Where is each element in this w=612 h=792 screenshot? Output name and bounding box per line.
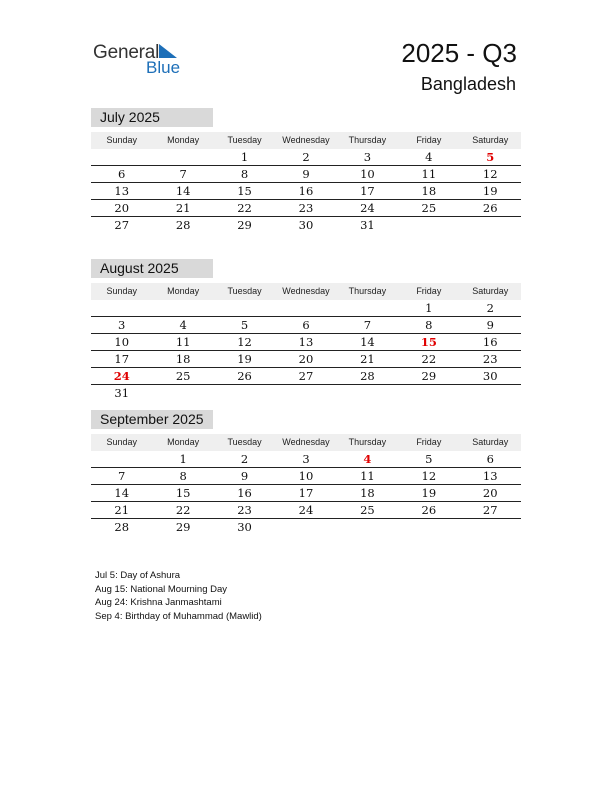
- empty-day-cell: [398, 217, 459, 234]
- weekday-label: Sunday: [106, 135, 137, 145]
- empty-day-cell: [460, 385, 521, 402]
- day-cell: 11: [421, 167, 437, 181]
- holiday-day-cell: 5: [486, 150, 495, 164]
- day-cell: 23: [482, 352, 498, 366]
- day-cell: 26: [237, 369, 252, 383]
- week-row: [91, 502, 521, 519]
- day-cell: 4: [179, 318, 187, 332]
- day-cell: 6: [486, 452, 494, 466]
- country-name: Bangladesh: [420, 74, 516, 94]
- day-cell: 18: [360, 486, 375, 500]
- weekday-label: Tuesday: [227, 135, 262, 145]
- day-cell: 9: [302, 167, 310, 181]
- week-row: [91, 485, 521, 502]
- day-cell: 9: [486, 318, 494, 332]
- day-cell: 1: [179, 452, 187, 466]
- empty-day-cell: [275, 519, 336, 536]
- day-cell: 30: [482, 369, 498, 383]
- day-cell: 30: [298, 218, 314, 232]
- logo-blue-text: Blue: [146, 58, 181, 77]
- day-cell: 19: [421, 486, 437, 500]
- week-row: [91, 300, 521, 317]
- day-cell: 17: [114, 352, 130, 366]
- day-cell: 20: [298, 352, 314, 366]
- day-cell: 2: [486, 301, 494, 315]
- day-cell: 5: [425, 452, 433, 466]
- week-row: [91, 519, 521, 536]
- day-cell: 16: [482, 335, 498, 349]
- page-title: 2025 - Q3: [401, 38, 517, 68]
- day-cell: 25: [360, 503, 375, 517]
- empty-day-cell: [337, 385, 398, 402]
- week-row: [91, 334, 521, 351]
- day-cell: 30: [237, 520, 252, 534]
- holiday-day-cell: 15: [420, 335, 437, 349]
- day-cell: 8: [179, 469, 187, 483]
- empty-day-cell: [460, 217, 521, 234]
- month-calendar: [91, 108, 521, 234]
- week-row: [91, 200, 521, 217]
- empty-day-cell: [214, 385, 275, 402]
- empty-day-cell: [275, 385, 336, 402]
- day-cell: 19: [237, 352, 252, 366]
- day-cell: 3: [118, 318, 126, 332]
- day-cell: 10: [360, 167, 375, 181]
- day-cell: 14: [360, 335, 375, 349]
- empty-day-cell: [275, 300, 336, 316]
- logo-general-text: General: [93, 42, 160, 63]
- month-label: September 2025: [91, 410, 213, 429]
- weekday-label: Saturday: [472, 135, 509, 145]
- day-cell: 11: [360, 469, 375, 483]
- weekday-header: [91, 132, 521, 149]
- day-cell: 13: [298, 335, 314, 349]
- day-cell: 25: [421, 201, 437, 215]
- weekday-label: Wednesday: [282, 437, 330, 447]
- weekday-header: [91, 283, 521, 300]
- empty-day-cell: [91, 451, 152, 467]
- empty-day-cell: [91, 149, 152, 165]
- empty-day-cell: [214, 300, 275, 316]
- day-cell: 14: [114, 486, 130, 500]
- month-label: August 2025: [91, 259, 213, 278]
- empty-day-cell: [152, 385, 213, 402]
- day-cell: 14: [175, 184, 191, 198]
- day-cell: 17: [360, 184, 375, 198]
- day-cell: 24: [360, 201, 375, 215]
- weekday-label: Friday: [416, 437, 442, 447]
- day-cell: 24: [298, 503, 314, 517]
- day-cell: 2: [240, 452, 249, 466]
- empty-day-cell: [398, 519, 459, 536]
- day-cell: 23: [237, 503, 252, 517]
- week-row: [91, 385, 521, 402]
- day-cell: 10: [298, 469, 314, 483]
- day-cell: 28: [114, 520, 130, 534]
- holiday-note: Jul 5: Day of Ashura: [95, 570, 181, 581]
- day-cell: 18: [175, 352, 191, 366]
- day-cell: 23: [298, 201, 314, 215]
- day-cell: 4: [425, 150, 433, 164]
- day-cell: 17: [298, 486, 314, 500]
- day-cell: 26: [482, 201, 498, 215]
- day-cell: 25: [175, 369, 191, 383]
- week-row: [91, 183, 521, 200]
- day-cell: 12: [482, 167, 498, 181]
- day-cell: 21: [360, 352, 375, 366]
- day-cell: 20: [114, 201, 130, 215]
- empty-day-cell: [337, 519, 398, 536]
- day-cell: 6: [302, 318, 310, 332]
- day-cell: 29: [175, 520, 191, 534]
- month-calendar: [91, 410, 521, 536]
- empty-day-cell: [398, 385, 459, 402]
- weekday-label: Thursday: [348, 135, 387, 145]
- day-cell: 13: [482, 469, 498, 483]
- weekday-label: Friday: [416, 286, 442, 296]
- weekday-header: [91, 434, 521, 451]
- weekday-label: Wednesday: [282, 135, 330, 145]
- holiday-notes: [95, 569, 262, 623]
- weekday-label: Tuesday: [227, 286, 262, 296]
- day-cell: 22: [175, 503, 191, 517]
- week-row: [91, 468, 521, 485]
- day-cell: 7: [118, 469, 126, 483]
- holiday-day-cell: 24: [113, 369, 130, 383]
- empty-day-cell: [460, 519, 521, 536]
- day-cell: 10: [114, 335, 130, 349]
- day-cell: 7: [179, 167, 187, 181]
- day-cell: 15: [175, 486, 191, 500]
- weekday-label: Monday: [167, 135, 200, 145]
- day-cell: 26: [421, 503, 437, 517]
- day-cell: 18: [421, 184, 437, 198]
- day-cell: 21: [114, 503, 130, 517]
- day-cell: 13: [114, 184, 130, 198]
- day-cell: 28: [175, 218, 191, 232]
- empty-day-cell: [337, 300, 398, 316]
- month-calendar: [91, 259, 521, 402]
- holiday-note: Sep 4: Birthday of Muhammad (Mawlid): [95, 610, 262, 622]
- day-cell: 7: [363, 318, 372, 332]
- holiday-day-cell: 4: [363, 452, 372, 466]
- day-cell: 9: [240, 469, 249, 483]
- weekday-label: Thursday: [348, 286, 387, 296]
- week-row: [91, 368, 521, 385]
- day-cell: 6: [118, 167, 126, 181]
- week-row: [91, 166, 521, 183]
- week-row: [91, 351, 521, 368]
- day-cell: 22: [237, 201, 252, 215]
- day-cell: 27: [114, 218, 130, 232]
- day-cell: 1: [240, 150, 249, 164]
- day-cell: 31: [114, 386, 130, 400]
- empty-day-cell: [152, 149, 213, 165]
- weekday-label: Saturday: [472, 286, 509, 296]
- day-cell: 28: [360, 369, 375, 383]
- weekday-label: Tuesday: [227, 437, 262, 447]
- logo-flag-icon: [159, 42, 181, 58]
- day-cell: 22: [421, 352, 437, 366]
- day-cell: 11: [175, 335, 191, 349]
- month-label: July 2025: [91, 108, 213, 127]
- holiday-note: Aug 15: National Mourning Day: [95, 583, 228, 595]
- day-cell: 8: [425, 318, 433, 332]
- week-row: [91, 149, 521, 166]
- week-row: [91, 217, 521, 234]
- day-cell: 2: [302, 150, 310, 164]
- week-row: [91, 451, 521, 468]
- weekday-label: Monday: [167, 437, 200, 447]
- day-cell: 19: [482, 184, 498, 198]
- weekday-label: Monday: [167, 286, 200, 296]
- holiday-note: Aug 24: Krishna Janmashtami: [95, 597, 222, 608]
- day-cell: 8: [240, 167, 249, 181]
- weekday-label: Sunday: [106, 437, 137, 447]
- day-cell: 16: [237, 486, 252, 500]
- weekday-label: Wednesday: [282, 286, 330, 296]
- day-cell: 3: [363, 150, 372, 164]
- day-cell: 21: [175, 201, 191, 215]
- logo: [93, 42, 203, 78]
- day-cell: 29: [237, 218, 252, 232]
- empty-day-cell: [152, 300, 213, 316]
- day-cell: 3: [302, 452, 310, 466]
- day-cell: 31: [360, 218, 375, 232]
- day-cell: 27: [482, 503, 498, 517]
- day-cell: 5: [240, 318, 249, 332]
- day-cell: 15: [237, 184, 252, 198]
- day-cell: 16: [298, 184, 314, 198]
- day-cell: 12: [421, 469, 437, 483]
- weekday-label: Saturday: [472, 437, 509, 447]
- day-cell: 1: [425, 301, 433, 315]
- week-row: [91, 317, 521, 334]
- day-cell: 29: [421, 369, 437, 383]
- weekday-label: Sunday: [106, 286, 137, 296]
- day-cell: 27: [298, 369, 314, 383]
- empty-day-cell: [91, 300, 152, 316]
- day-cell: 12: [237, 335, 252, 349]
- day-cell: 20: [482, 486, 498, 500]
- weekday-label: Friday: [416, 135, 442, 145]
- weekday-label: Thursday: [348, 437, 387, 447]
